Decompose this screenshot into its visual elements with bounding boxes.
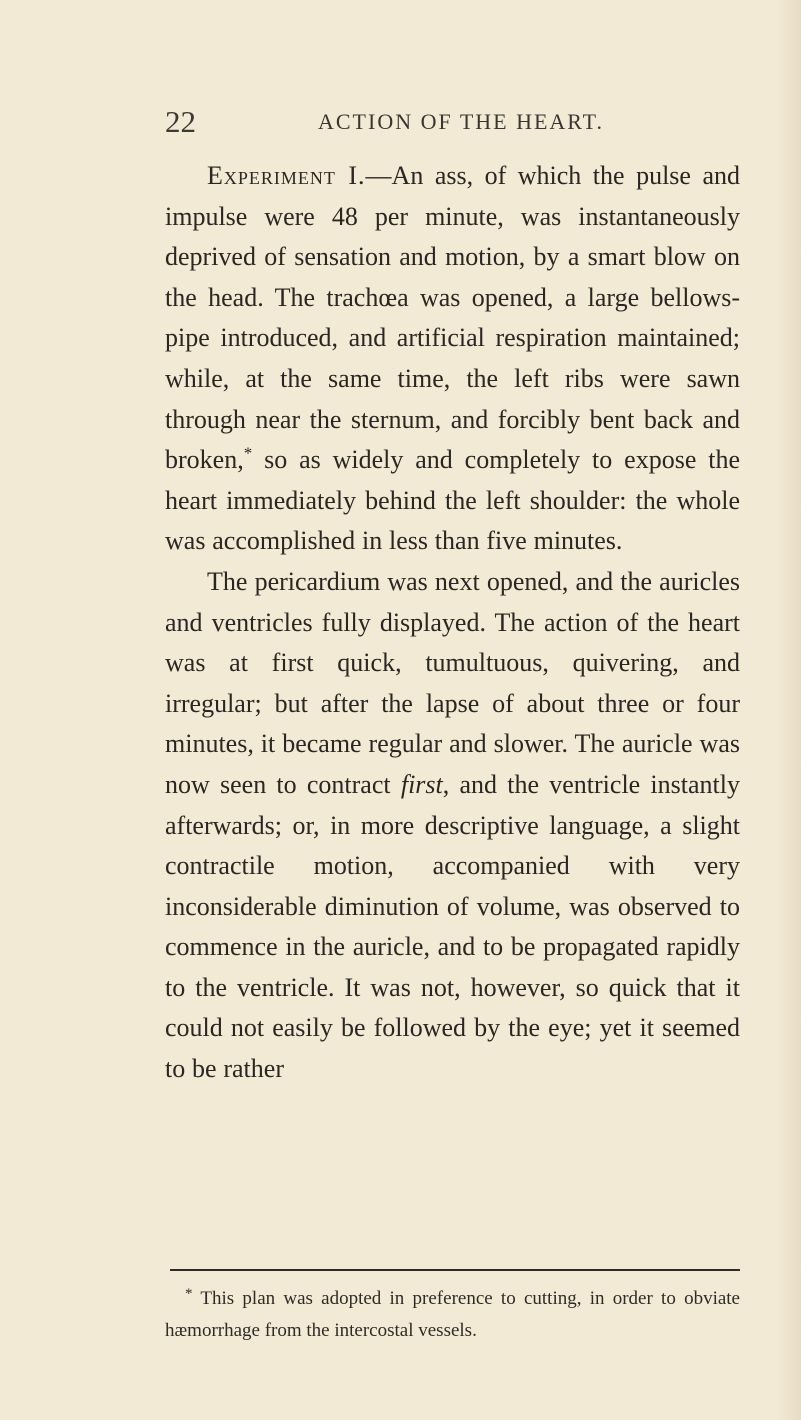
footnote-mark: * — [185, 1286, 193, 1302]
italic-word-first: first — [400, 769, 443, 799]
footnote-reference: * — [243, 443, 253, 463]
footnote-text: This plan was adopted in preference to cutting, in order to obviate hæmorrhage from the intercostal vessels. — [165, 1288, 740, 1341]
page-edge-shadow — [777, 0, 801, 1420]
experiment-text-continued: so as widely and completely to expose the heart immediately behind the left shoulder: the whole was accomplished in less than five minutes. — [165, 445, 740, 556]
experiment-text: —An ass, of which the pulse and impulse were 48 per minute, was instantaneously deprived of sensation and motion, by a smart blow on the head. The trachœa was opened, a large bellows-pipe introduced, and artificial respiration maintained; while, at the same time, the left ribs were sawn through near the sternum, and forcibly bent back and broken, — [165, 161, 740, 475]
running-title: ACTION OF THE HEART. — [318, 109, 604, 134]
experiment-label: Experiment I. — [207, 161, 366, 190]
running-head — [165, 102, 740, 142]
main-text — [165, 156, 740, 1090]
page-number: 22 — [165, 104, 196, 139]
footnote-paragraph — [165, 1283, 740, 1347]
footnote — [165, 1283, 740, 1347]
paragraph-pericardium — [165, 562, 740, 1090]
pericardium-text-continued: , and the ventricle instantly afterwards; or, in more descriptive language, a slight contractile motion, accompanied with very inconsiderable diminution of volume, was observed to commence in the auricle, and to be propagated rapidly to the ventricle. It was not, however, so quick that it could not easily be followed by the eye; yet it seemed to be rather — [165, 769, 740, 1084]
pericardium-text: The pericardium was next opened, and the auricles and ventricles fully displayed. The action of the heart was at first quick, tumultuous, quivering, and irregular; but after the lapse of about three or four minutes, it became regular and slower. The auricle was now seen to contract — [165, 566, 740, 799]
footnote-rule — [170, 1269, 740, 1271]
paragraph-experiment — [165, 156, 740, 562]
